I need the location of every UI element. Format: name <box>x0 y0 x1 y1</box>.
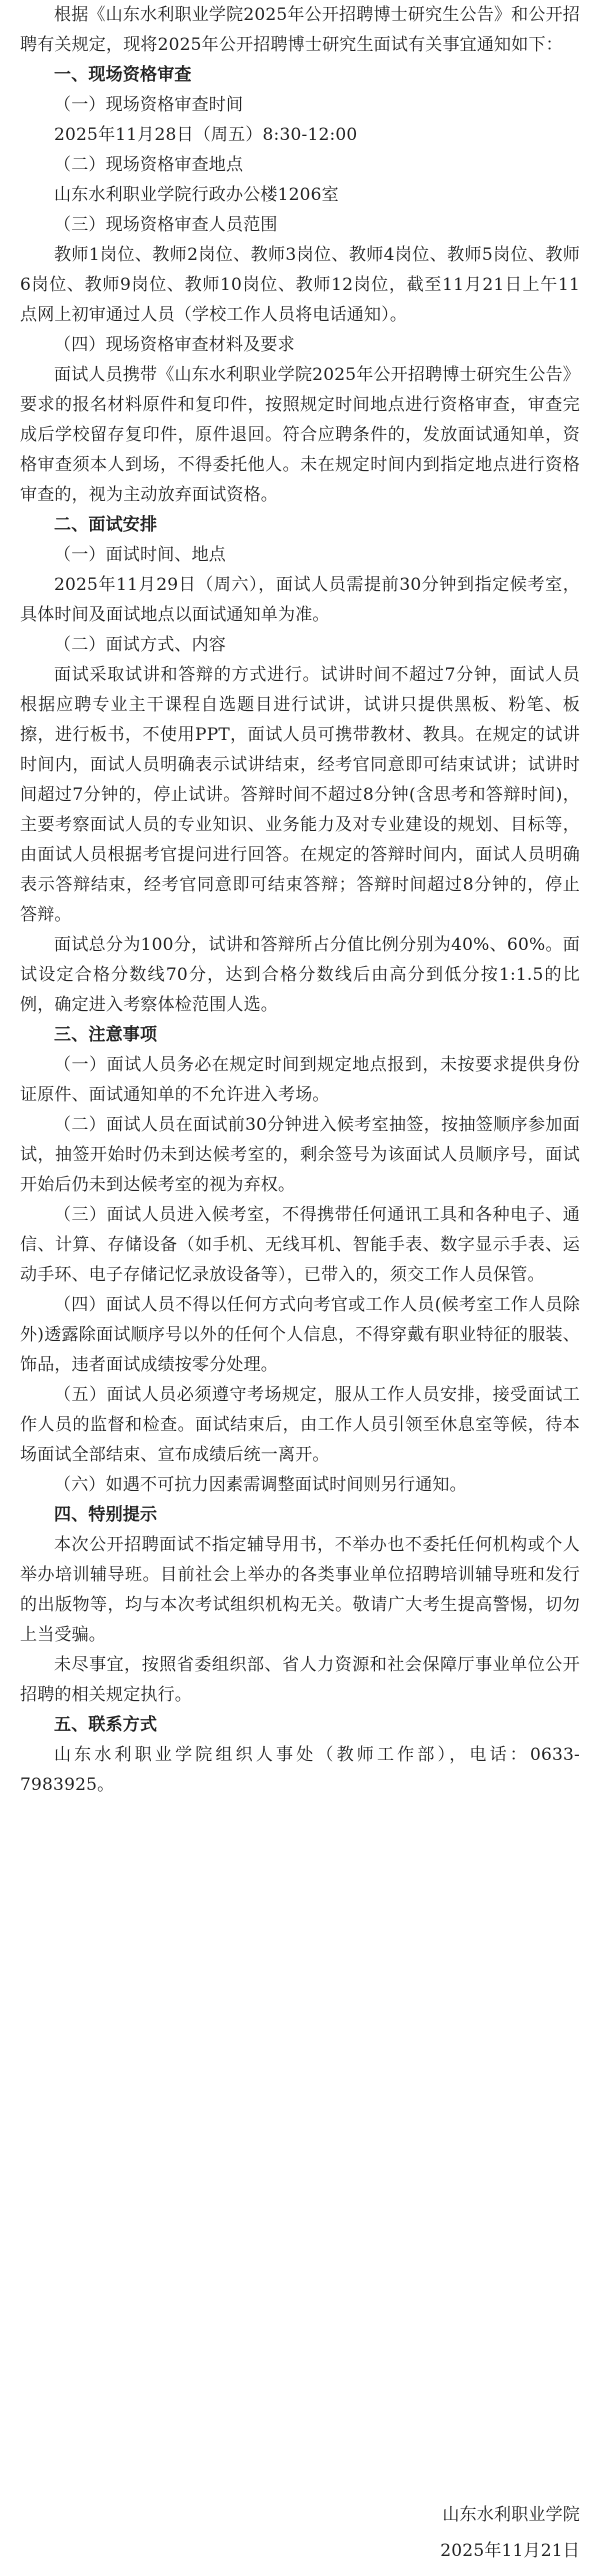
subheading-review-location: （二）现场资格审查地点 <box>54 155 244 175</box>
section-heading-notes: 三、注意事项 <box>54 1025 158 1045</box>
section-heading-special-notice: 四、特别提示 <box>54 1505 158 1525</box>
review-scope-text: 教师1岗位、教师2岗位、教师3岗位、教师4岗位、教师5岗位、教师6岗位、教师9岗位、教师10岗位、教师12岗位，截至11月21日上午11点网上初审通过人员（学校工作人员将电话通知）。 <box>20 245 580 325</box>
section-heading-qualification: 一、现场资格审查 <box>54 65 192 85</box>
note-item-4: （四）面试人员不得以任何方式向考官或工作人员(候考室工作人员除外)透露除面试顺序号以外的任何个人信息，不得穿戴有职业特征的服装、饰品，违者面试成绩按零分处理。 <box>20 1295 580 1375</box>
special-notice-text-1: 本次公开招聘面试不指定辅导用书，不举办也不委托任何机构或个人举办培训辅导班。目前社会上举办的各类事业单位招聘培训辅导班和发行的出版物等，均与本次考试组织机构无关。敬请广大考生提高警惕，切勿上当受骗。 <box>20 1535 580 1645</box>
review-location-text: 山东水利职业学院行政办公楼1206室 <box>54 185 339 205</box>
review-materials-text: 面试人员携带《山东水利职业学院2025年公开招聘博士研究生公告》要求的报名材料原件和复印件，按照规定时间地点进行资格审查，审查完成后学校留存复印件，原件退回。符合应聘条件的，发放面试通知单，资格审查须本人到场，不得委托他人。未在规定时间内到指定地点进行资格审查的，视为主动放弃面试资格。 <box>20 365 580 505</box>
subheading-interview-time: （一）面试时间、地点 <box>54 545 226 565</box>
subheading-review-materials: （四）现场资格审查材料及要求 <box>54 335 295 355</box>
special-notice-text-2: 未尽事宜，按照省委组织部、省人力资源和社会保障厅事业单位公开招聘的相关规定执行。 <box>20 1655 580 1705</box>
intro-paragraph: 根据《山东水利职业学院2025年公开招聘博士研究生公告》和公开招聘有关规定，现将2025年公开招聘博士研究生面试有关事宜通知如下： <box>20 5 580 55</box>
section-heading-interview: 二、面试安排 <box>54 515 158 535</box>
subheading-review-scope: （三）现场资格审查人员范围 <box>54 215 278 235</box>
interview-scoring-text: 面试总分为100分，试讲和答辩所占分值比例分别为40%、60%。面试设定合格分数线70分，达到合格分数线后由高分到低分按1:1.5的比例，确定进入考察体检范围人选。 <box>20 935 580 1015</box>
interview-time-text: 2025年11月29日（周六），面试人员需提前30分钟到指定候考室，具体时间及面试地点以面试通知单为准。 <box>20 575 580 625</box>
note-item-5: （五）面试人员必须遵守考场规定，服从工作人员安排，接受面试工作人员的监督和检查。面试结束后，由工作人员引领至休息室等候，待本场面试全部结束、宣布成绩后统一离开。 <box>20 1385 580 1465</box>
note-item-6: （六）如遇不可抗力因素需调整面试时间则另行通知。 <box>54 1475 467 1495</box>
contact-text: 山东水利职业学院组织人事处（教师工作部），电话：0633-7983925。 <box>20 1745 580 1795</box>
signature-organization: 山东水利职业学院 <box>442 2505 580 2525</box>
note-item-3: （三）面试人员进入候考室，不得携带任何通讯工具和各种电子、通信、计算、存储设备（如手机、无线耳机、智能手表、数字显示手表、运动手环、电子存储记忆录放设备等），已带入的，须交工作人员保管。 <box>20 1205 580 1285</box>
subheading-review-time: （一）现场资格审查时间 <box>54 95 244 115</box>
section-heading-contact: 五、联系方式 <box>54 1715 158 1735</box>
note-item-1: （一）面试人员务必在规定时间到规定地点报到，未按要求提供身份证原件、面试通知单的不允许进入考场。 <box>20 1055 580 1105</box>
note-item-2: （二）面试人员在面试前30分钟进入候考室抽签，按抽签顺序参加面试，抽签开始时仍未到达候考室的，剩余签号为该面试人员顺序号，面试开始后仍未到达候考室的视为弃权。 <box>20 1115 580 1195</box>
subheading-interview-method: （二）面试方式、内容 <box>54 635 226 655</box>
signature-date: 2025年11月21日 <box>440 2541 580 2561</box>
review-time-text: 2025年11月28日（周五）8:30-12:00 <box>54 125 358 145</box>
interview-method-text: 面试采取试讲和答辩的方式进行。试讲时间不超过7分钟，面试人员根据应聘专业主干课程自选题目进行试讲，试讲只提供黑板、粉笔、板擦，进行板书，不使用PPT，面试人员可携带教材、教具。在规定的试讲时间内，面试人员明确表示试讲结束，经考官同意即可结束试讲；试讲时间超过7分钟的，停止试讲。答辩时间不超过8分钟(含思考和答辩时间)，主要考察面试人员的专业知识、业务能力及对专业建设的规划、目标等，由面试人员根据考官提问进行回答。在规定的答辩时间内，面试人员明确表示答辩结束，经考官同意即可结束答辩；答辩时间超过8分钟的，停止答辩。 <box>20 665 580 925</box>
